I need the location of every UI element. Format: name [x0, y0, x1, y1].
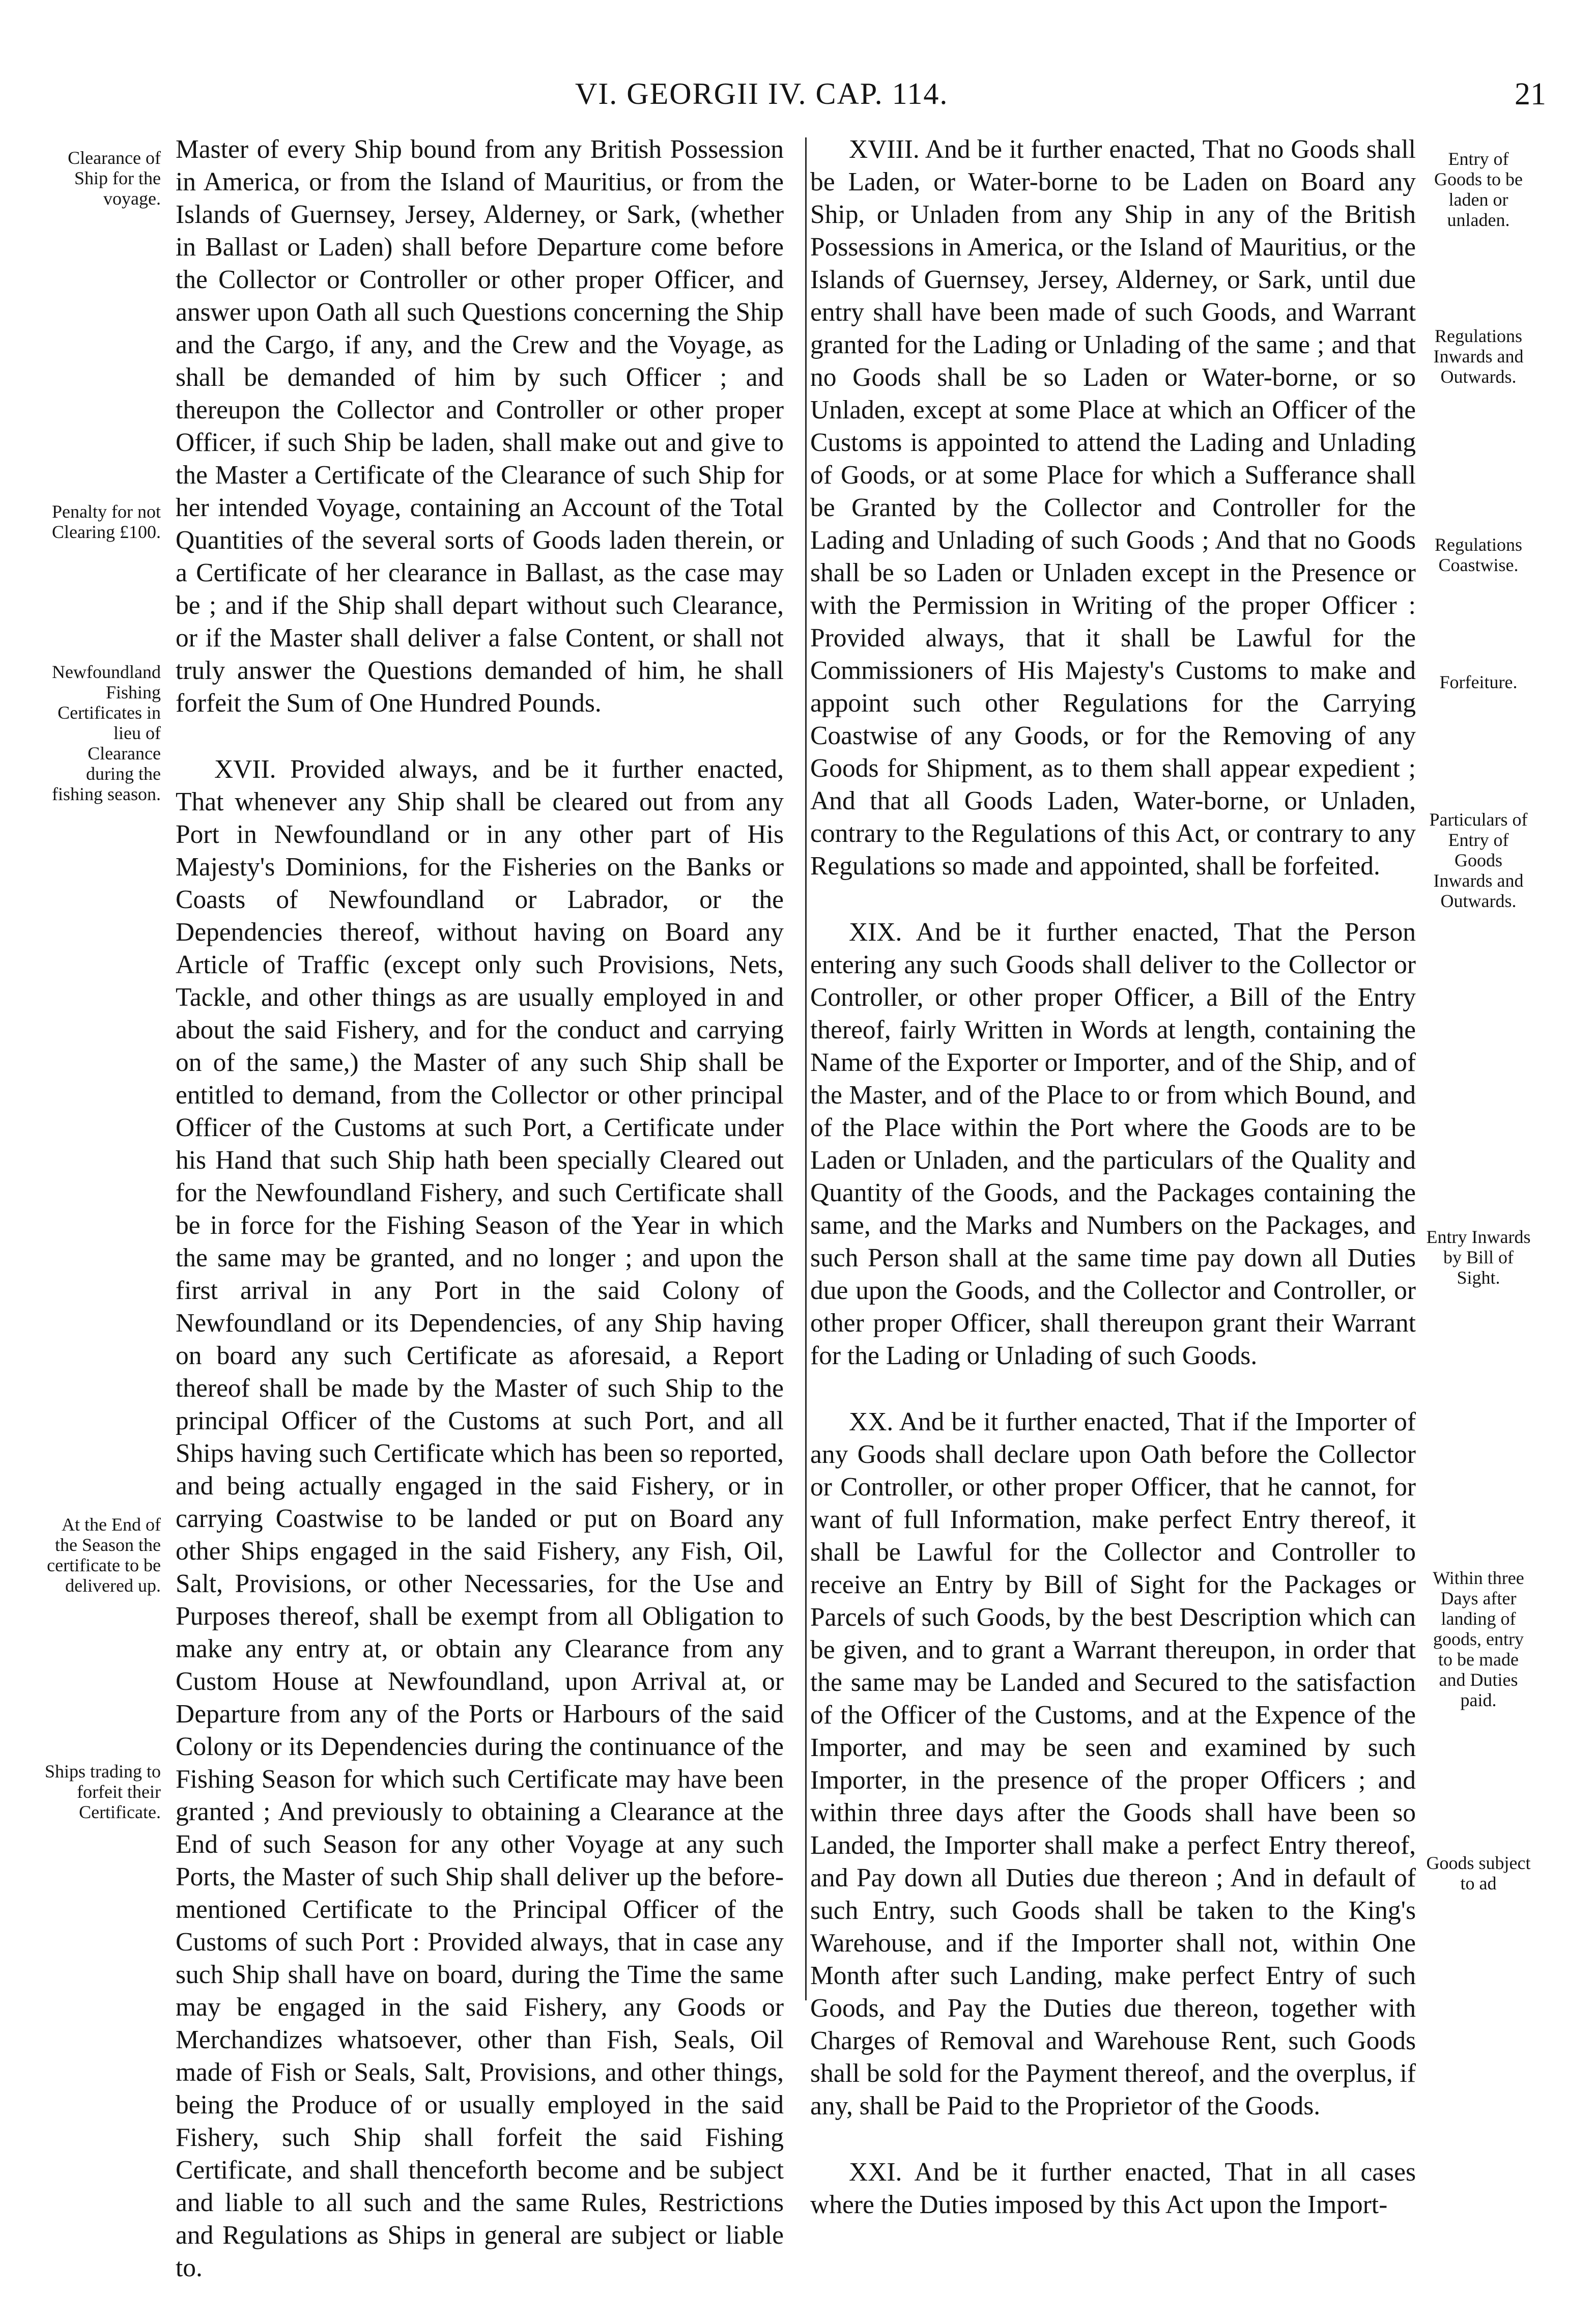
margin-note-within-three-days: Within three Days after landing of goods, entry to be made and Duties paid. [1433, 1568, 1524, 1710]
margin-note-clearance: Clearance of Ship for the voyage. [68, 148, 161, 209]
section-xxi: XXI. And be it further enacted, That in all cases where the Duties imposed by this Act upon the Import- [810, 2158, 1416, 2219]
margin-note-penalty: Penalty for not Clearing £100. [52, 501, 161, 542]
margin-note-ships-trading: Ships trading to forfeit their Certificate. [44, 1761, 161, 1822]
column-divider [805, 137, 807, 2000]
paragraph-clearance: Master of every Ship bound from any British Possession in America, or from the Island of Mauritius, or from the Islands of Guernsey, Jersey, Alderney, or Sark, (whether in Ballast or Laden) shall before Departure come before the Collector or Controller or other proper Officer, and answer upon Oath all such Questions concerning the Ship and the Cargo, if any, and the Crew and the Voyage, as shall be demanded of him by such Officer ; and thereupon the Collector and Controller or other proper Officer, if such Ship be laden, shall make out and give to the Master a Certificate of the Clearance of such Ship for her intended Voyage, containing an Account of the Total Quantities of the several sorts of Goods laden therein, or a Certificate of her clearance in Ballast, as the case may be ; and if the Ship shall depart without such Clearance, or if the Master shall deliver a false Content, or shall not truly answer the Questions demanded of him, he shall forfeit the Sum of One Hundred Pounds. [176, 135, 784, 718]
margin-note-regulations-coastwise: Regulations Coastwise. [1435, 534, 1522, 575]
margin-note-particulars-of-entry: Particulars of Entry of Goods Inwards and Outwards. [1429, 809, 1528, 911]
section-xx: XX. And be it further enacted, That if the Importer of any Goods shall declare upon Oath before the Collector or Controller, or other proper Officer, that he cannot, for want of full Information, make perfect Entry thereof, it shall be Lawful for the Collector and Controller to receive an Entry by Bill of Sight for the Packages or Parcels of such Goods, by the best Description which can be given, and to grant a Warrant thereupon, in order that the same may be Landed and Secured to the satisfaction of the Officer of the Customs, and at the Expence of the Importer, and may be seen and examined by such Importer, in the presence of the proper Officers ; and within three days after the Goods shall have been so Landed, the Importer shall make a perfect Entry thereof, and Pay down all Duties due thereon ; And in default of such Entry, such Goods shall be taken to the King's Warehouse, and if the Importer shall not, within One Month after such Landing, make perfect Entry of such Goods, and Pay the Duties due thereon, together with Charges of Removal and Warehouse Rent, such Goods shall be sold for the Payment thereof, and the overplus, if any, shall be Paid to the Proprietor of the Goods. [810, 1407, 1416, 2121]
section-xvii: XVII. Provided always, and be it further enacted, That whenever any Ship shall be cleared out from any Port in Newfoundland or in any other part of His Majesty's Dominions, for the Fisheries on the Banks or Coasts of Newfoundland or Labrador, or the Dependencies thereof, without having on Board any Article of Traffic (except only such Provisions, Nets, Tackle, and other things as are usually employed in and about the said Fishery, and for the conduct and carrying on of the same,) the Master of any such Ship shall be entitled to demand, from the Collector or other principal Officer of the Customs at such Port, a Certificate under his Hand that such Ship hath been specially Cleared out for the Newfoundland Fishery, and such Certificate shall be in force for the Fishing Season of the Year in which the same may be granted, and no longer ; and upon the first arrival in any Port in the said Colony of Newfoundland or its Dependencies, of any Ship having on board any such Certificate as aforesaid, a Report thereof shall be made by the Master of such Ship to the principal Officer of the Customs at such Port, and all Ships having such Certificate which has been so reported, and being actually engaged in the said Fishery, or in carrying Coastwise to be landed or put on Board any other Ships engaged in the said Fishery, any Fish, Oil, Salt, Provisions, or other Necessaries, for the Use and Purposes thereof, shall be exempt from all Obligation to make any entry at, or obtain any Clearance from any Custom House at Newfoundland, upon Arrival at, or Departure from any of the Ports or Harbours of the said Colony or its Dependencies during the continuance of the Fishing Season for which such Certificate may have been granted ; And previously to obtaining a Clearance at the End of such Season for any other Voyage at any such Ports, the Master of such Ship shall deliver up the before-mentioned Certificate to the Principal Officer of the Customs of such Port : Provided always, that in case any such Ship shall have on board, during the Time the same may be engaged in the said Fishery, any Goods or Merchandizes whatsoever, other than Fish, Seals, Oil made of Fish or Seals, Salt, Provisions, and other things, being the Produce of or usually employed in the said Fishery, such Ship shall forfeit the said Fishing Certificate, and shall thenceforth become and be subject and liable to all such and the same Rules, Restrictions and Regulations as Ships in general are subject or liable to. [176, 755, 784, 2282]
section-xviii: XVIII. And be it further enacted, That no Goods shall be Laden, or Water-borne to be Laden on Board any Ship, or Unladen from any Ship in any of the British Possessions in America, or the Island of Mauritius, or the Islands of Guernsey, Jersey, Alderney, or Sark, until due entry shall have been made of such Goods, and Warrant granted for the Lading or Unlading of the same ; and that no Goods shall be so Laden or Water-borne, or so Unladen, except at some Place at which an Officer of the Customs is appointed to attend the Lading and Unlading of Goods, or at some Place for which a Sufferance shall be Granted by the Collector and Controller for the Lading and Unlading of such Goods ; And that no Goods shall be so Laden or Unladen except in the Presence or with the Permission in Writing of the proper Officer : Provided always, that it shall be Lawful for the Commissioners of His Majesty's Customs to make and appoint such other Regulations for the Carrying Coastwise of any Goods, or for the Removing of any Goods for Shipment, as to them shall appear expedient ; And that all Goods Laden, Water-borne, or Unladen, contrary to the Regulations of this Act, or contrary to any Regulations so made and appointed, shall be forfeited. [810, 135, 1416, 881]
margin-note-entry-of-goods: Entry of Goods to be laden or unladen. [1434, 149, 1523, 230]
margin-note-end-of-season: At the End of the Season the certificate to be delivered up. [47, 1514, 161, 1596]
section-xix: XIX. And be it further enacted, That the Person entering any such Goods shall deliver to the Collector or Controller, or other proper Officer, a Bill of the Entry thereof, fairly Written in Words at length, containing the Name of the Exporter or Importer, and of the Ship, and of the Master, and of the Place to or from which Bound, and of the Place within the Port where the Goods are to be Laden or Unladen, and the particulars of the Quality and Quantity of the Goods, and the Packages containing the same, and the Marks and Numbers on the Packages, and such Person shall at the same time pay down all Duties due upon the Goods, and the Collector and Controller, or other proper Officer, shall thereupon grant their Warrant for the Lading or Unlading of such Goods. [810, 918, 1416, 1370]
page-header [0, 76, 1596, 122]
running-head: VI. GEORGII IV. CAP. 114. [575, 77, 949, 110]
margin-note-regulations-in-out: Regulations Inwards and Outwards. [1433, 326, 1524, 387]
page-number: 21 [1515, 77, 1546, 111]
margin-note-goods-subject: Goods subject to ad [1426, 1853, 1531, 1893]
margin-note-forfeiture: Forfeiture. [1439, 672, 1518, 692]
right-column [810, 133, 1416, 2255]
left-column [176, 133, 784, 2318]
margin-note-newfoundland: Newfoundland Fishing Certificates in lieu of Clearance during the fishing season. [52, 662, 161, 804]
margin-note-bill-of-sight: Entry Inwards by Bill of Sight. [1426, 1227, 1531, 1288]
